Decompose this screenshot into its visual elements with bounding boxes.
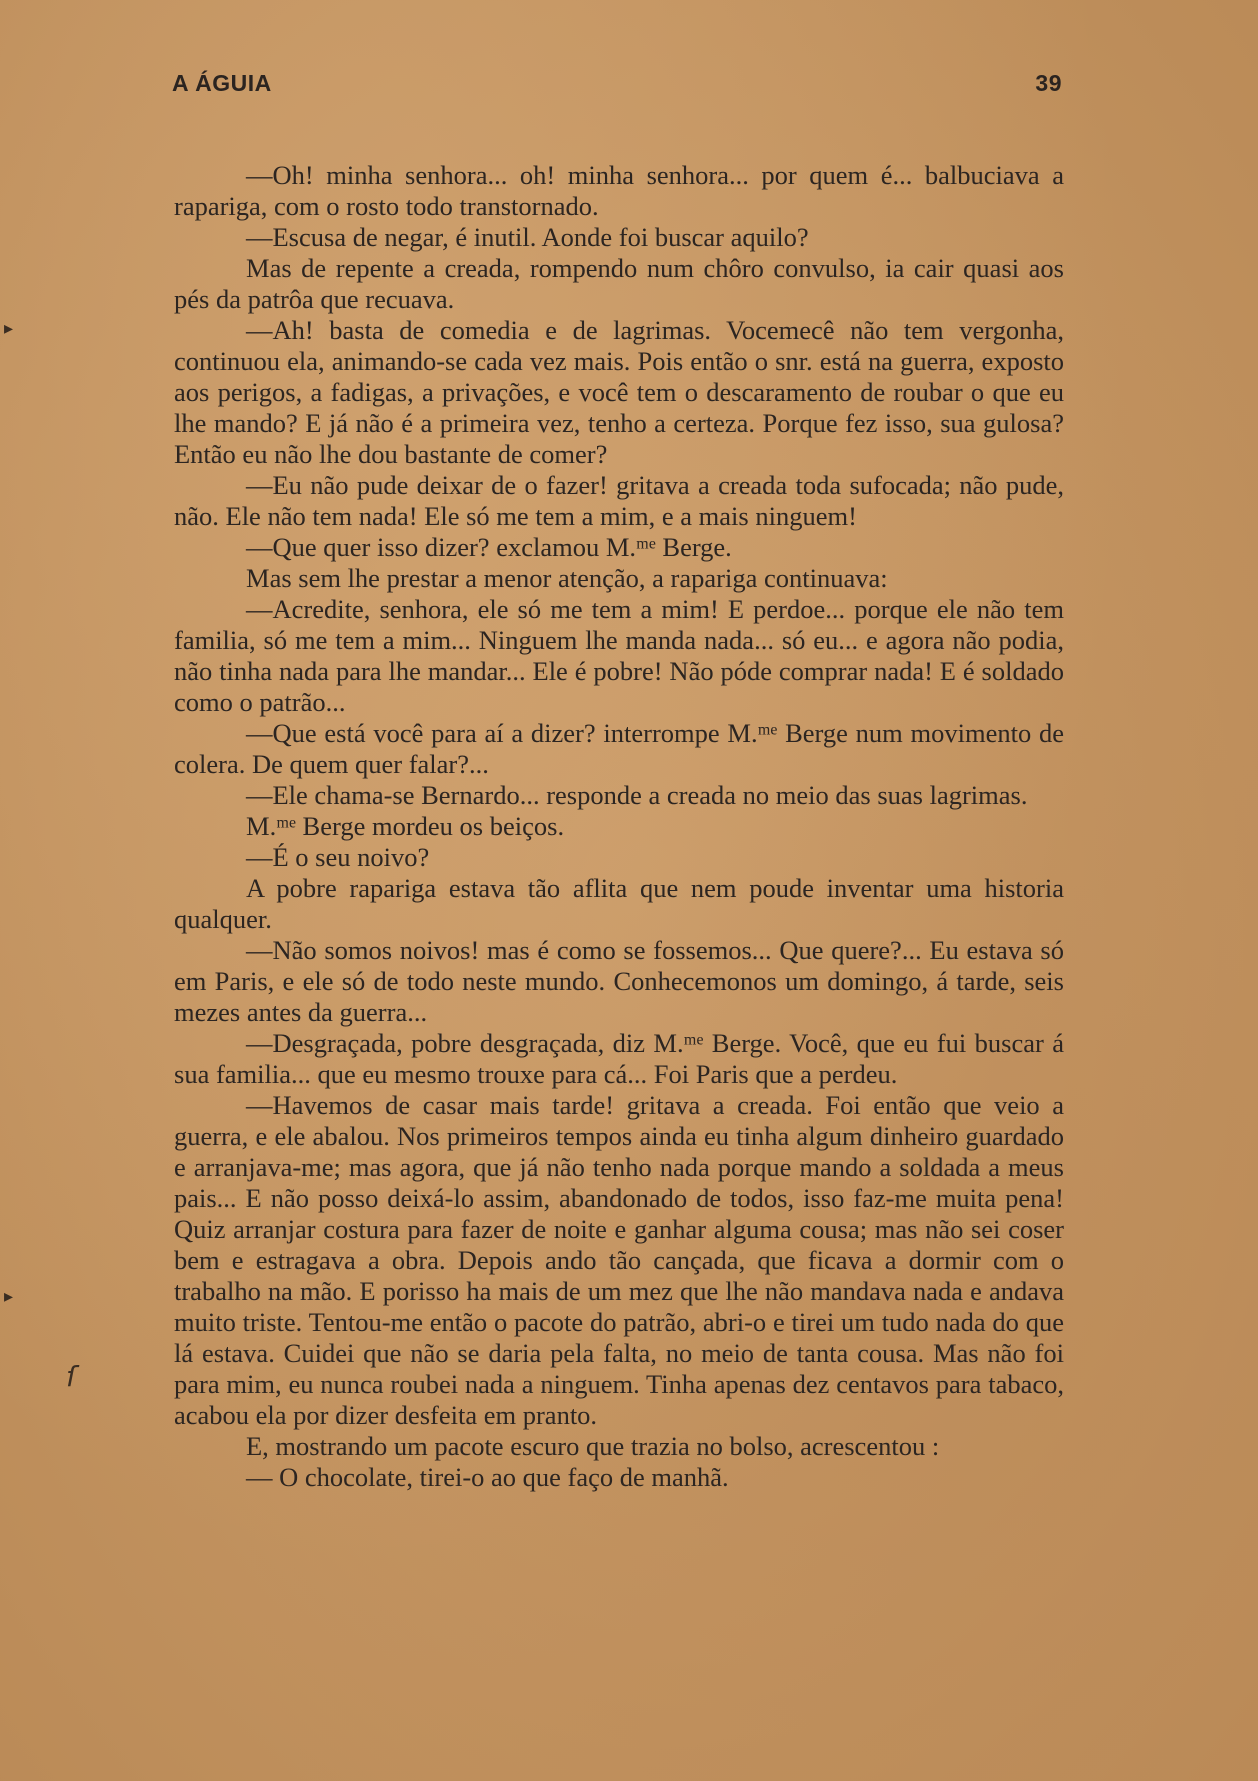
running-head	[172, 70, 1062, 110]
journal-title: A ÁGUIA	[172, 70, 272, 96]
paragraph: Mas sem lhe prestar a menor atenção, a rapariga continuava:	[246, 563, 888, 593]
paragraph: —Oh! minha senhora... oh! minha senhora... por quem é... balbuciava a rapariga, com o rosto todo transtornado.	[174, 160, 1064, 221]
page-number: 39	[1035, 70, 1062, 96]
paragraph: —É o seu noivo?	[246, 842, 430, 872]
paragraph: —Ah! basta de comedia e de lagrimas. Vocemecê não tem vergonha, continuou ela, animando-se cada vez mais. Pois então o snr. está na guerra, exposto aos perigos, a fadigas, a privações, e você tem o descaramento de roubar o que eu lhe mando? E já não é a primeira vez, tenho a certeza. Porque fez isso, sua gulosa? Então eu não lhe dou bastante de comer?	[174, 315, 1064, 469]
margin-blemish: ſ	[66, 1360, 76, 1393]
paragraph: —Havemos de casar mais tarde! gritava a creada. Foi então que veio a guerra, e ele abalou. Nos primeiros tempos ainda eu tinha algum dinheiro guardado e arranjava-me; mas agora, que já não tenho nada porque mando a soldada a meus pais... E não posso deixá-lo assim, abandonado de todos, isso faz-me muita pena! Quiz arranjar costura para fazer de noite e ganhar alguma cousa; mas não sei coser bem e estragava a obra. Depois ando tão cançada, que ficava a dormir com o trabalho na mão. E porisso ha mais de um mez que lhe não mandava nada e andava muito triste. Tentou-me então o pacote do patrão, abri-o e tirei um tudo nada do que lá estava. Cuidei que não se daria pela falta, no meio de tanta cousa. Mas não foi para mim, eu nunca roubei nada a ninguem. Tinha apenas dez centavos para tabaco, acabou ela por dizer desfeita em pranto.	[174, 1090, 1064, 1430]
paragraph: —Eu não pude deixar de o fazer! gritava a creada toda sufocada; não pude, não. Ele não tem nada! Ele só me tem a mim, e a mais ninguem!	[174, 470, 1064, 531]
paragraph: —Acredite, senhora, ele só me tem a mim! E perdoe... porque ele não tem familia, só me tem a mim... Ninguem lhe manda nada... só eu... e agora não podia, não tinha nada para lhe mandar... Ele é pobre! Não póde comprar nada! E é soldado como o patrão...	[174, 594, 1064, 717]
margin-blemish: ▸	[4, 318, 14, 339]
paragraph: — O chocolate, tirei-o ao que faço de manhã.	[246, 1462, 729, 1492]
paragraph: A pobre rapariga estava tão aflita que nem poude inventar uma historia qualquer.	[174, 873, 1064, 934]
paragraph: —Desgraçada, pobre desgraçada, diz M.ᵐᵉ Berge. Você, que eu fui buscar á sua familia... que eu mesmo trouxe para cá... Foi Paris que a perdeu.	[174, 1028, 1064, 1089]
margin-blemish: ▸	[4, 1286, 14, 1307]
paragraph: E, mostrando um pacote escuro que trazia no bolso, acrescentou :	[246, 1431, 940, 1461]
paragraph: Mas de repente a creada, rompendo num chôro convulso, ia cair quasi aos pés da patrôa que recuava.	[174, 253, 1064, 314]
body-text	[174, 160, 1064, 1493]
paragraph: —Não somos noivos! mas é como se fossemos... Que quere?... Eu estava só em Paris, e ele só de todo neste mundo. Conhecemonos um domingo, á tarde, seis mezes antes da guerra...	[174, 935, 1064, 1027]
paragraph: —Que está você para aí a dizer? interrompe M.ᵐᵉ Berge num movimento de colera. De quem quer falar?...	[174, 718, 1064, 779]
paragraph: M.ᵐᵉ Berge mordeu os beiços.	[246, 811, 565, 841]
paragraph: —Que quer isso dizer? exclamou M.ᵐᵉ Berge.	[246, 532, 732, 562]
paragraph: —Escusa de negar, é inutil. Aonde foi buscar aquilo?	[246, 222, 809, 252]
paragraph: —Ele chama-se Bernardo... responde a creada no meio das suas lagrimas.	[246, 780, 1028, 810]
